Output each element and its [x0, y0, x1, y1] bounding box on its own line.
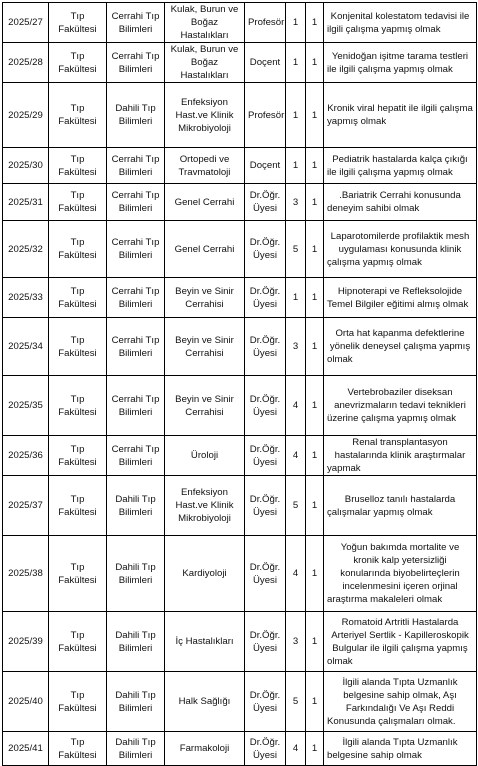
title-cell: Dr.Öğr. Üyesi — [245, 536, 286, 612]
count-cell: 1 — [286, 83, 306, 148]
title-cell: Dr.Öğr. Üyesi — [245, 732, 286, 766]
position-code: 2025/40 — [3, 672, 49, 732]
requirement-cell: Pediatrik hastalarda kalça çıkığı ile ilgili çalışma yapmış olmak — [324, 148, 477, 184]
department-cell: Cerrahi Tıp Bilimleri — [107, 3, 165, 43]
field-cell: Beyin ve Sinir Cerrahisi — [165, 376, 245, 436]
quota-cell: 1 — [306, 221, 324, 278]
table-row — [3, 612, 477, 672]
table-row — [3, 732, 477, 766]
quota-cell: 1 — [306, 536, 324, 612]
count-cell: 5 — [286, 476, 306, 536]
requirement-cell: Bruselloz tanılı hastalarda çalışmalar yapmış olmak — [324, 476, 477, 536]
field-cell: Kulak, Burun ve Boğaz Hastalıkları — [165, 3, 245, 43]
department-cell: Cerrahi Tıp Bilimleri — [107, 318, 165, 376]
title-cell: Dr.Öğr. Üyesi — [245, 672, 286, 732]
table-row — [3, 536, 477, 612]
count-cell: 1 — [286, 148, 306, 184]
position-code: 2025/30 — [3, 148, 49, 184]
table-row — [3, 43, 477, 83]
count-cell: 4 — [286, 376, 306, 436]
field-cell: Beyin ve Sinir Cerrahisi — [165, 278, 245, 318]
table-row — [3, 148, 477, 184]
faculty-cell: Tıp Fakültesi — [49, 476, 107, 536]
title-cell: Dr.Öğr. Üyesi — [245, 612, 286, 672]
field-cell: Kulak, Burun ve Boğaz Hastalıkları — [165, 43, 245, 83]
field-cell: Enfeksiyon Hast.ve Klinik Mikrobiyoloji — [165, 83, 245, 148]
quota-cell: 1 — [306, 3, 324, 43]
table-body — [3, 3, 477, 766]
faculty-cell: Tıp Fakültesi — [49, 43, 107, 83]
table-row — [3, 83, 477, 148]
requirement-cell: Hipnoterapi ve Refleksolojide Temel Bilgiler eğitimi almış olmak — [324, 278, 477, 318]
table-row — [3, 376, 477, 436]
count-cell: 1 — [286, 278, 306, 318]
title-cell: Dr.Öğr. Üyesi — [245, 318, 286, 376]
positions-table — [2, 2, 477, 766]
table-row — [3, 3, 477, 43]
faculty-cell: Tıp Fakültesi — [49, 184, 107, 221]
quota-cell: 1 — [306, 184, 324, 221]
quota-cell: 1 — [306, 476, 324, 536]
position-code: 2025/38 — [3, 536, 49, 612]
count-cell: 4 — [286, 436, 306, 476]
field-cell: Üroloji — [165, 436, 245, 476]
table-row — [3, 436, 477, 476]
title-cell: Profesör — [245, 83, 286, 148]
department-cell: Dahili Tıp Bilimleri — [107, 672, 165, 732]
title-cell: Dr.Öğr. Üyesi — [245, 476, 286, 536]
count-cell: 3 — [286, 318, 306, 376]
department-cell: Dahili Tıp Bilimleri — [107, 732, 165, 766]
quota-cell: 1 — [306, 148, 324, 184]
faculty-cell: Tıp Fakültesi — [49, 612, 107, 672]
count-cell: 1 — [286, 43, 306, 83]
requirement-cell: Laparotomilerde profilaktik mesh uygulaması konusunda klinik çalışma yapmış olmak — [324, 221, 477, 278]
quota-cell: 1 — [306, 436, 324, 476]
table-row — [3, 184, 477, 221]
department-cell: Cerrahi Tıp Bilimleri — [107, 221, 165, 278]
table-row — [3, 318, 477, 376]
count-cell: 5 — [286, 672, 306, 732]
faculty-cell: Tıp Fakültesi — [49, 436, 107, 476]
requirement-cell: Kronik viral hepatit ile ilgili çalışma yapmış olmak — [324, 83, 477, 148]
title-cell: Profesör — [245, 3, 286, 43]
field-cell: Halk Sağlığı — [165, 672, 245, 732]
department-cell: Cerrahi Tıp Bilimleri — [107, 148, 165, 184]
positions-sheet — [2, 2, 477, 766]
department-cell: Cerrahi Tıp Bilimleri — [107, 376, 165, 436]
field-cell: Farmakoloji — [165, 732, 245, 766]
department-cell: Cerrahi Tıp Bilimleri — [107, 43, 165, 83]
position-code: 2025/36 — [3, 436, 49, 476]
title-cell: Dr.Öğr. Üyesi — [245, 184, 286, 221]
quota-cell: 1 — [306, 672, 324, 732]
position-code: 2025/35 — [3, 376, 49, 436]
count-cell: 5 — [286, 221, 306, 278]
title-cell: Dr.Öğr. Üyesi — [245, 436, 286, 476]
count-cell: 4 — [286, 536, 306, 612]
requirement-cell: Renal transplantasyon hastalarında klinik araştırmalar yapmak — [324, 436, 477, 476]
field-cell: Enfeksiyon Hast.ve Klinik Mikrobiyoloji — [165, 476, 245, 536]
requirement-cell: Orta hat kapanma defektlerine yönelik deneysel çalışma yapmış olmak — [324, 318, 477, 376]
quota-cell: 1 — [306, 732, 324, 766]
position-code: 2025/33 — [3, 278, 49, 318]
title-cell: Doçent — [245, 43, 286, 83]
quota-cell: 1 — [306, 43, 324, 83]
requirement-cell: Yenidoğan işitme tarama testleri ile ilgili çalışma yapmış olmak — [324, 43, 477, 83]
department-cell: Dahili Tıp Bilimleri — [107, 83, 165, 148]
position-code: 2025/27 — [3, 3, 49, 43]
quota-cell: 1 — [306, 612, 324, 672]
faculty-cell: Tıp Fakültesi — [49, 318, 107, 376]
faculty-cell: Tıp Fakültesi — [49, 536, 107, 612]
department-cell: Cerrahi Tıp Bilimleri — [107, 278, 165, 318]
table-row — [3, 476, 477, 536]
title-cell: Dr.Öğr. Üyesi — [245, 278, 286, 318]
position-code: 2025/41 — [3, 732, 49, 766]
field-cell: Genel Cerrahi — [165, 184, 245, 221]
department-cell: Dahili Tıp Bilimleri — [107, 536, 165, 612]
count-cell: 1 — [286, 3, 306, 43]
position-code: 2025/37 — [3, 476, 49, 536]
requirement-cell: Vertebrobaziler diseksan anevrizmaların tedavi teknikleri üzerine çalışma yapmış olmak — [324, 376, 477, 436]
requirement-cell: İlgili alanda Tıpta Uzmanlık belgesine sahip olmak, Aşı Farkındalığı Ve Aşı Reddi Konusunda çalışmaları olmak. — [324, 672, 477, 732]
title-cell: Doçent — [245, 148, 286, 184]
count-cell: 4 — [286, 732, 306, 766]
field-cell: Kardiyoloji — [165, 536, 245, 612]
table-row — [3, 221, 477, 278]
faculty-cell: Tıp Fakültesi — [49, 3, 107, 43]
requirement-cell: İlgili alanda Tıpta Uzmanlık belgesine sahip olmak — [324, 732, 477, 766]
field-cell: Ortopedi ve Travmatoloji — [165, 148, 245, 184]
quota-cell: 1 — [306, 318, 324, 376]
field-cell: Beyin ve Sinir Cerrahisi — [165, 318, 245, 376]
department-cell: Cerrahi Tıp Bilimleri — [107, 184, 165, 221]
faculty-cell: Tıp Fakültesi — [49, 278, 107, 318]
title-cell: Dr.Öğr. Üyesi — [245, 376, 286, 436]
title-cell: Dr.Öğr. Üyesi — [245, 221, 286, 278]
position-code: 2025/28 — [3, 43, 49, 83]
department-cell: Dahili Tıp Bilimleri — [107, 476, 165, 536]
department-cell: Dahili Tıp Bilimleri — [107, 612, 165, 672]
count-cell: 3 — [286, 184, 306, 221]
position-code: 2025/32 — [3, 221, 49, 278]
table-row — [3, 278, 477, 318]
count-cell: 3 — [286, 612, 306, 672]
quota-cell: 1 — [306, 278, 324, 318]
faculty-cell: Tıp Fakültesi — [49, 376, 107, 436]
requirement-cell: .Bariatrik Cerrahi konusunda deneyim sahibi olmak — [324, 184, 477, 221]
field-cell: Genel Cerrahi — [165, 221, 245, 278]
faculty-cell: Tıp Fakültesi — [49, 83, 107, 148]
position-code: 2025/39 — [3, 612, 49, 672]
requirement-cell: Yoğun bakımda mortalite ve kronik kalp yetersizliği konularında biyobelirteçlerin incelenmesini içeren orjinal araştırma makaleleri olmak — [324, 536, 477, 612]
faculty-cell: Tıp Fakültesi — [49, 732, 107, 766]
faculty-cell: Tıp Fakültesi — [49, 148, 107, 184]
position-code: 2025/34 — [3, 318, 49, 376]
quota-cell: 1 — [306, 376, 324, 436]
faculty-cell: Tıp Fakültesi — [49, 221, 107, 278]
field-cell: İç Hastalıkları — [165, 612, 245, 672]
table-row — [3, 672, 477, 732]
position-code: 2025/31 — [3, 184, 49, 221]
quota-cell: 1 — [306, 83, 324, 148]
faculty-cell: Tıp Fakültesi — [49, 672, 107, 732]
requirement-cell: Romatoid Artritli Hastalarda Arteriyel Sertlik - Kapilleroskopik Bulgular ile ilgili çalışma yapmış olmak — [324, 612, 477, 672]
position-code: 2025/29 — [3, 83, 49, 148]
requirement-cell: Konjenital kolestatom tedavisi ile ilgili çalışma yapmış olmak — [324, 3, 477, 43]
department-cell: Cerrahi Tıp Bilimleri — [107, 436, 165, 476]
